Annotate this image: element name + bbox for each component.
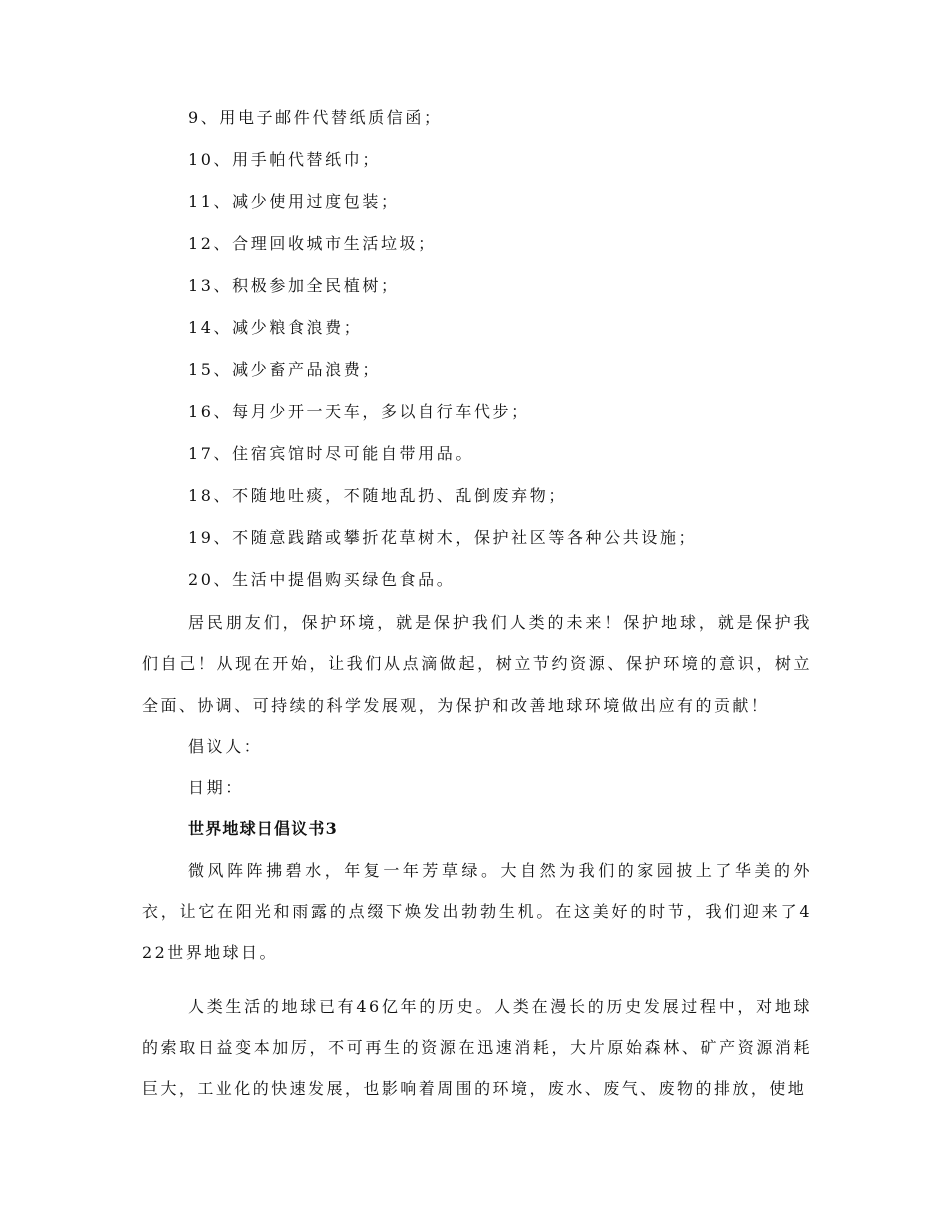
list-item: 13、积极参加全民植树； xyxy=(188,276,400,295)
list-item: 15、减少畜产品浪费； xyxy=(188,360,381,379)
list-item: 12、合理回收城市生活垃圾； xyxy=(188,234,437,253)
list-item: 19、不随意践踏或攀折花草树木，保护社区等各种公共设施； xyxy=(188,528,698,547)
document-body xyxy=(142,108,812,1110)
initiator-label: 倡议人： xyxy=(188,736,263,756)
body-paragraph: 微风阵阵拂碧水，年复一年芳草绿。大自然为我们的家园披上了华美的外衣，让它在阳光和雨露的点缀下焕发出勃勃生机。在这美好的时节，我们迎来了422世界地球日。 xyxy=(142,860,812,963)
closing-paragraph: 居民朋友们，保护环境，就是保护我们人类的未来！保护地球，就是保护我们自己！从现在开始，让我们从点滴做起，树立节约资源、保护环境的意识，树立全面、协调、可持续的科学发展观，为保护和改善地球环境做出应有的贡献！ xyxy=(142,613,812,715)
list-item: 16、每月少开一天车，多以自行车代步； xyxy=(188,402,530,421)
body-paragraph: 人类生活的地球已有46亿年的历史。人类在漫长的历史发展过程中，对地球的索取日益变本加厉，不可再生的资源在迅速消耗，大片原始森林、矿产资源消耗巨大，工业化的快速发展，也影响着周围的环境，废水、废气、废物的排放，使地 xyxy=(142,996,812,1099)
list-item: 9、用电子邮件代替纸质信函； xyxy=(188,108,443,127)
date-label: 日期： xyxy=(188,778,244,798)
list-item: 20、生活中提倡购买绿色食品。 xyxy=(188,570,456,589)
list-item: 18、不随地吐痰，不随地乱扔、乱倒废弃物； xyxy=(188,486,567,505)
list-item: 10、用手帕代替纸巾； xyxy=(188,150,381,169)
list-item: 17、住宿宾馆时尽可能自带用品。 xyxy=(188,444,474,463)
section-heading: 世界地球日倡议书3 xyxy=(188,819,338,839)
list-item: 11、减少使用过度包装； xyxy=(188,192,400,211)
list-item: 14、减少粮食浪费； xyxy=(188,318,363,337)
